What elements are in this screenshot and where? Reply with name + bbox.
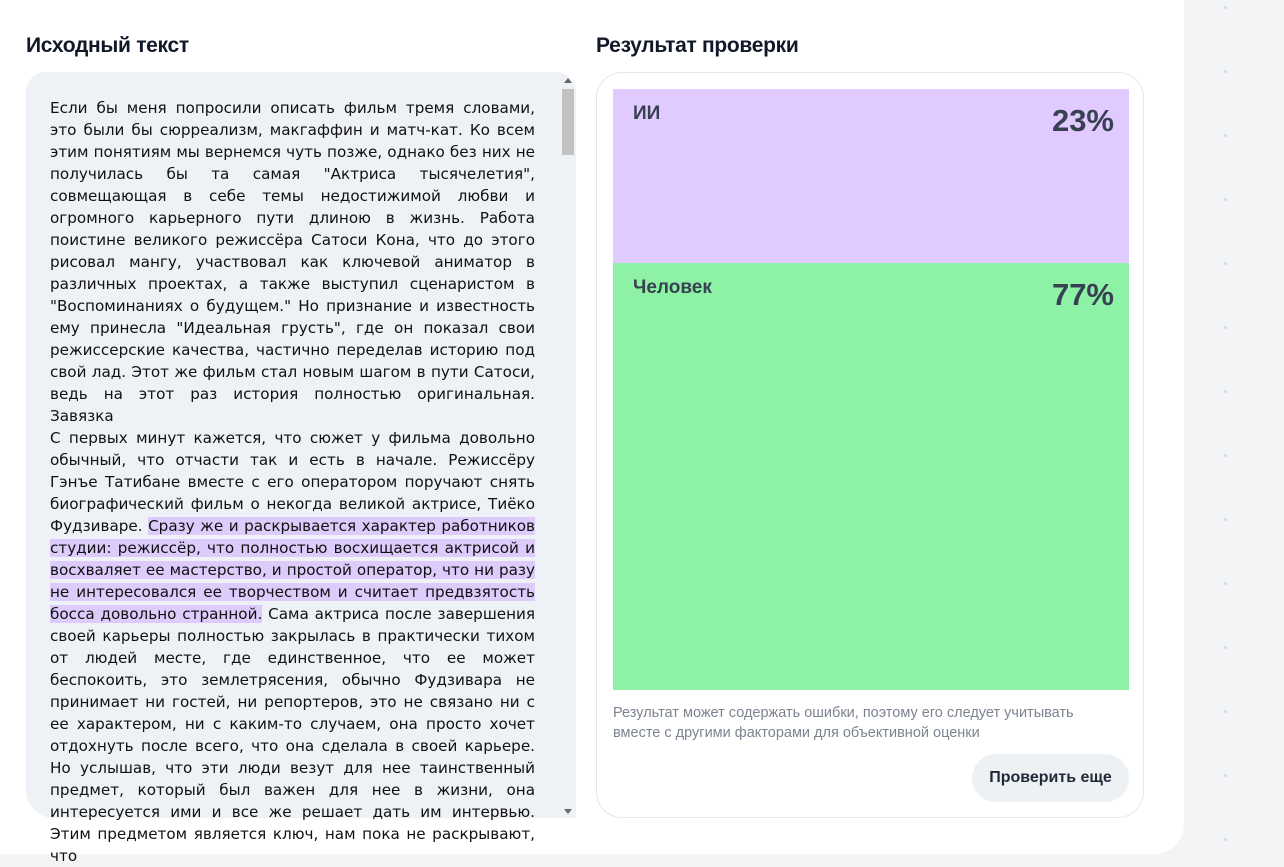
text-paragraph-2-end: Сама актриса после завершения своей карьеры полностью закрылась в практически тихом от людей месте, где единственное, что ее может беспокоить, это землетрясения, обычно Фудзивара не принимает ни гостей, ни репортеров, это не связано ни с ее характером, ни с каким-то случаем, она просто хочет отдохнуть после всего, что она сделала в своей карьере. Но услышав, что эти люди везут для нее таинственный предмет, который был важен для нее в жизни, она интересуется ими и все же решает дать им интервью. Этим предметом является ключ, нам пока не раскрывают, что <box>50 605 536 865</box>
ai-label: ИИ <box>633 103 661 124</box>
source-text-area[interactable] <box>26 72 576 865</box>
human-percent: 77% <box>1051 277 1114 312</box>
ai-highlighted-fragment: Сразу же и раскрывается характер работников студии: режиссёр, что полностью восхищается актрисой и восхваляет ее мастерство, и простой оператор, что ни разу не интересовался ее творчеством и считает предвзятость босса довольно странной. <box>50 517 536 623</box>
decorative-dots <box>1224 0 1230 856</box>
human-label: Человек <box>633 277 712 298</box>
scroll-up-arrow-icon[interactable] <box>564 78 572 83</box>
result-bars <box>613 89 1129 690</box>
decorative-dot <box>1224 838 1227 841</box>
result-panel <box>596 72 1144 818</box>
decorative-dot <box>1224 6 1227 9</box>
decorative-dot <box>1224 262 1227 265</box>
text-paragraph-1: Если бы меня попросили описать фильм тремя словами, это были бы сюрреализм, макгаффин и матч-кат. Ко всем этим понятиям мы вернемся чуть позже, однако без них не получилась бы та самая "Актриса тысячелетия", совмещающая в себе темы недостижимой любви и огромного карьерного пути длиною в жизнь. Работа поистине великого режиссёра Сатоси Кона, что до этого рисовал мангу, участвовал как ключевой аниматор в различных проектах, а также выступил сценаристом в "Воспоминаниях о будущем." Но признание и известность ему принесла "Идеальная грусть", где он показал свои режиссерские качества, частично переделав историю под свой лад. Этот же фильм стал новым шагом в пути Сатоси, ведь на этот раз история полностью оригинальная. Завязка <box>50 99 535 425</box>
decorative-dot <box>1224 710 1227 713</box>
ai-percent: 23% <box>1051 103 1114 138</box>
decorative-dot <box>1224 454 1227 457</box>
decorative-dot <box>1224 774 1227 777</box>
decorative-dot <box>1224 198 1227 201</box>
text-paragraph-2-start: С первых минут кажется, что сюжет у фильма довольно обычный, что отчасти так и есть в начале. Режиссёру Гэнъе Татибане вместе с его оператором поручают снять биографический фильм о некогда великой актрисе, Тиёко Фудзиваре. <box>50 429 535 535</box>
result-heading: Результат проверки <box>596 34 799 57</box>
scrollbar-thumb[interactable] <box>562 89 574 155</box>
decorative-dot <box>1224 582 1227 585</box>
decorative-dot <box>1224 518 1227 521</box>
decorative-dot <box>1224 390 1227 393</box>
scroll-down-arrow-icon[interactable] <box>564 809 572 814</box>
text-scrollbar[interactable] <box>561 72 575 818</box>
disclaimer-text: Результат может содержать ошибки, поэтому его следует учитывать вместе с другими факторами для объективной оценки <box>613 705 1074 741</box>
ai-share-bar <box>613 89 1129 263</box>
source-text-heading: Исходный текст <box>26 34 189 57</box>
decorative-dot <box>1224 134 1227 137</box>
check-again-button[interactable]: Проверить еще <box>972 754 1129 802</box>
source-text-content <box>50 97 535 867</box>
decorative-dot <box>1224 646 1227 649</box>
decorative-dot <box>1224 70 1227 73</box>
decorative-dot <box>1224 326 1227 329</box>
human-share-bar <box>613 263 1129 690</box>
